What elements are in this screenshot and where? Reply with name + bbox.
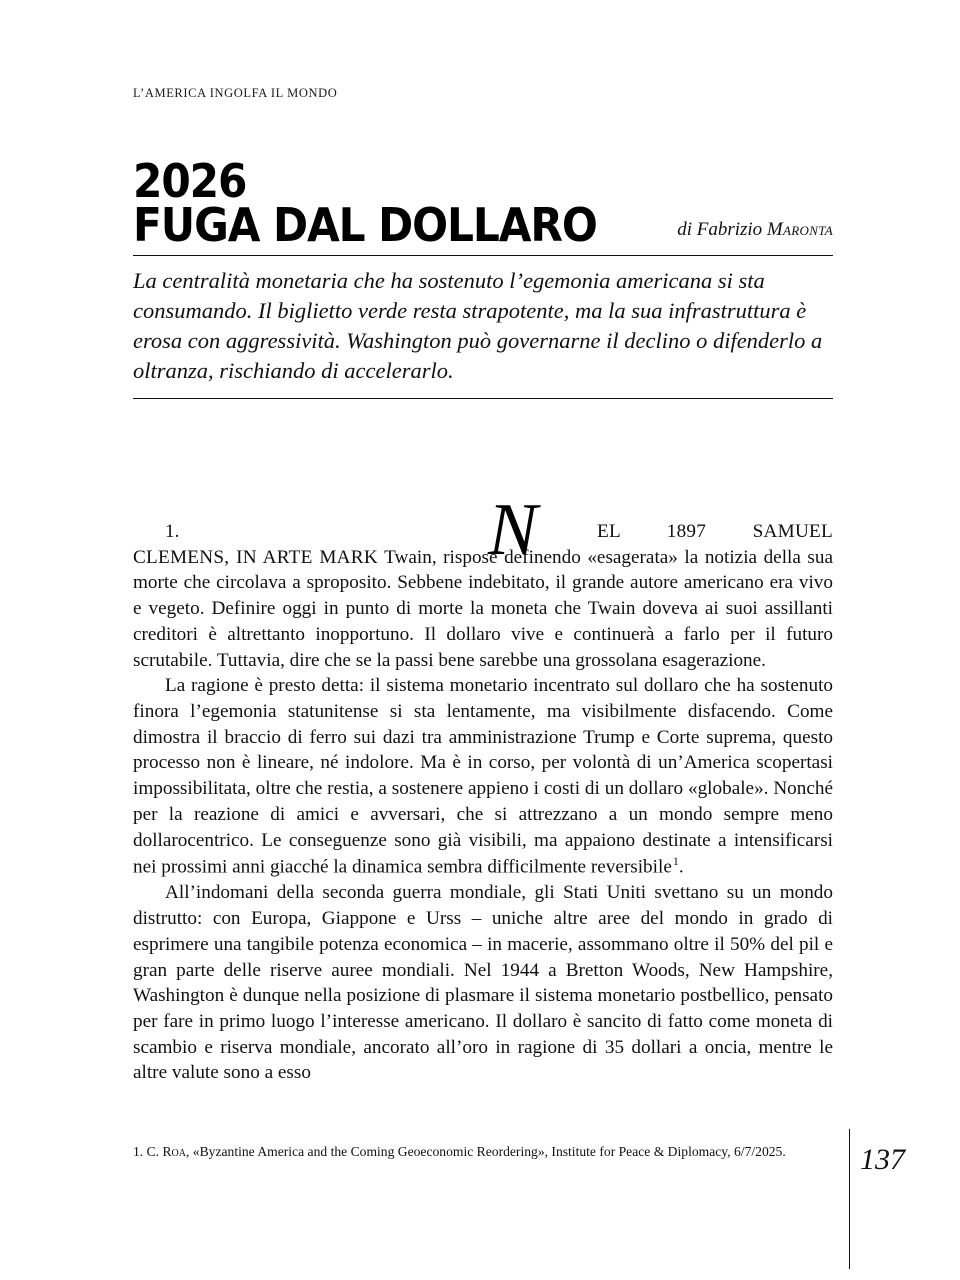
byline-first-name: Fabrizio xyxy=(696,219,767,241)
paragraph-1-rest: Twain, rispose definendo «esagerata» la notizia della sua morte che circolava a sproposito. Sebbene indebitato, il grande autore americano era vivo e vegeto. Definire oggi in punto di morte la moneta che Twain doveva ai suoi assillanti creditori è altrettanto inopportuno. Il dollaro vive e continuerà a farlo per il futuro scrutabile. Tuttavia, dire che se la passi bene sarebbe una grossolana esagerazione. xyxy=(133,546,833,671)
drop-cap: N xyxy=(488,489,538,571)
article-title-line-1: 2026 xyxy=(133,154,247,208)
body-paragraph-2 xyxy=(133,673,833,880)
title-divider-bottom xyxy=(133,398,833,399)
byline-surname: Maronta xyxy=(766,219,833,241)
footnote-block xyxy=(133,1143,833,1160)
folio-divider xyxy=(849,1129,850,1269)
page-content xyxy=(133,0,833,1086)
article-title-line-2: FUGA DAL DOLLARO xyxy=(133,198,597,253)
byline-prefix: di xyxy=(677,219,697,241)
paragraph-1-smallcaps-opening: EL 1897 SAMUEL CLEMENS, IN ARTE MARK xyxy=(133,521,833,568)
article-standfirst: La centralità monetaria che ha sostenuto l’egemonia americana si sta consumando. Il biglietto verde resta strapotente, ma la sua infrastruttura è erosa con aggressività. Washington può governarne il declino o difenderlo a oltranza, rischiando di accelerarlo. xyxy=(133,268,823,384)
article-title-block xyxy=(133,154,833,253)
footnote-text: , «Byzantine America and the Coming Geoeconomic Reordering», Institute for Peace & Diplomacy, 6/7/2025. xyxy=(186,1144,786,1159)
paragraph-2-tail: . xyxy=(678,856,684,878)
article-body xyxy=(133,489,833,1086)
section-number: 1. xyxy=(165,521,180,542)
paragraph-2-text: La ragione è presto detta: il sistema monetario incentrato sul dollaro che ha sostenuto finora l’egemonia statunitense si sta lentamente, ma visibilmente disfacendo. Come dimostra il braccio di ferro sui dazi tra amministrazione Trump e Corte suprema, questo processo non è lineare, né indolore. Ma è in corso, per volontà di un’America scopertasi impossibilitata, oltre che restia, a sostenere appieno i costi di un dollaro «globale». Nonché per la reazione di amici e avversari, che si attrezzano a un mondo sempre meno dollarocentrico. Le conseguenze sono già visibili, ma appaiono destinate a intensificarsi nei prossimi anni giacché la dinamica sembra difficilmente reversibile xyxy=(133,675,833,878)
footnote-number: 1. xyxy=(133,1144,144,1159)
footnote-reference-1[interactable]: 1 xyxy=(672,854,679,869)
article-byline xyxy=(677,219,833,241)
paragraph-1-text xyxy=(133,519,833,673)
title-divider-top xyxy=(133,255,833,256)
body-paragraph-3: All’indomani della seconda guerra mondiale, gli Stati Uniti svettano su un mondo distrutto: con Europa, Giappone e Urss – uniche altre aree del mondo in grado di esprimere una tangibile potenza economica – in macerie, assommano oltre il 50% del pil e gran parte delle riserve auree mondiali. Nel 1944 a Bretton Woods, New Hampshire, Washington è dunque nella posizione di plasmare il sistema monetario postbellico, pensato per fare in primo luogo l’interesse americano. Il dollaro è sancito di fatto come moneta di scambio e riserva mondiale, ancorato all’oro in ragione di 35 dollari a oncia, mentre le altre valute sono a esso xyxy=(133,882,833,1084)
page-number: 137 xyxy=(860,1143,905,1176)
footnote-author-surname: Roa xyxy=(162,1144,186,1159)
running-head: L’AMERICA INGOLFA IL MONDO xyxy=(133,86,338,100)
body-paragraph-1 xyxy=(133,489,833,673)
footnote-author-initial: C. xyxy=(146,1144,163,1159)
